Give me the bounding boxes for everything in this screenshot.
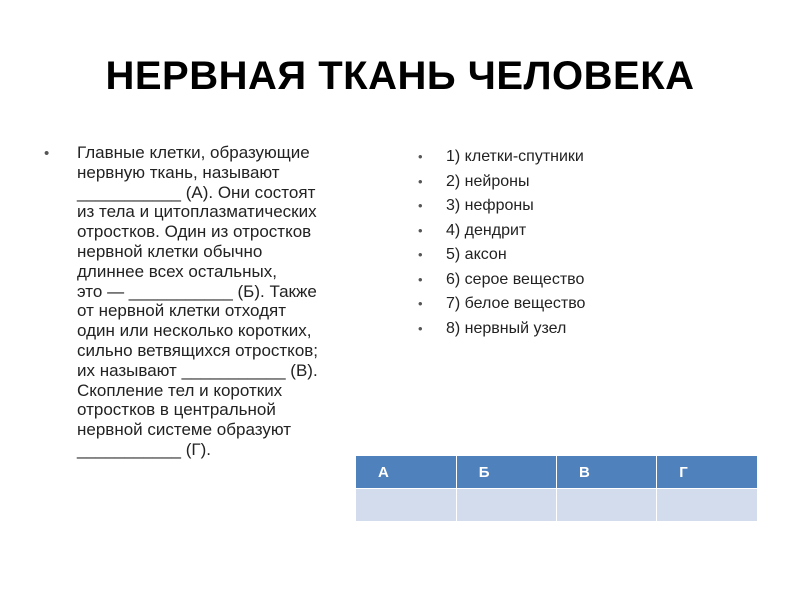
- answer-header-g: Г: [657, 456, 757, 489]
- option-item: [418, 243, 778, 268]
- option-item: [418, 145, 778, 170]
- answer-table-header-row: [356, 456, 757, 489]
- answer-table-row: [356, 489, 757, 522]
- bullet-marker: •: [418, 320, 423, 336]
- paragraph-line: сильно ветвящихся отростков;: [77, 340, 319, 360]
- option-item: [418, 317, 778, 342]
- bullet-marker: •: [44, 145, 50, 162]
- answer-header-v: В: [557, 456, 657, 489]
- bullet-marker: •: [418, 149, 423, 164]
- option-label: 3) нефроны: [446, 197, 534, 214]
- paragraph-line: Скопление тел и коротких: [77, 380, 283, 400]
- answer-table: [356, 456, 757, 521]
- option-item: [418, 292, 778, 317]
- option-label: 6) серое вещество: [446, 270, 585, 288]
- option-label: 1) клетки-спутники: [446, 148, 584, 165]
- paragraph-line: отростков. Один из отростков: [77, 222, 312, 242]
- option-item: [418, 170, 778, 195]
- paragraph-line: нервную ткань, называют: [77, 162, 280, 182]
- option-label: 4) дендрит: [446, 221, 527, 239]
- answer-cell-a[interactable]: [356, 489, 456, 522]
- paragraph-line: длиннее всех остальных,: [77, 261, 277, 281]
- bullet-marker: •: [418, 222, 423, 238]
- paragraph-line: нервной системе образуют: [77, 420, 291, 440]
- paragraph-line: ___________ (Г).: [77, 439, 211, 459]
- answer-cell-b[interactable]: [456, 489, 556, 522]
- paragraph-line: отростков в центральной: [77, 400, 276, 420]
- option-label: 2) нейроны: [446, 172, 530, 190]
- paragraph-line: один или несколько коротких,: [77, 321, 312, 341]
- answer-header-b: Б: [456, 456, 556, 489]
- paragraph-line: из тела и цитоплазматических: [77, 202, 317, 222]
- option-label: 7) белое вещество: [446, 295, 586, 312]
- bullet-marker: •: [418, 271, 423, 287]
- bullet-marker: •: [418, 198, 423, 213]
- option-item: [418, 219, 778, 244]
- task-paragraph: [77, 143, 394, 460]
- paragraph-line: от нервной клетки отходят: [77, 301, 287, 321]
- slide-title: НЕРВНАЯ ТКАНЬ ЧЕЛОВЕКА: [105, 54, 695, 98]
- paragraph-line: Главные клетки, образующие: [77, 143, 310, 162]
- option-label: 5) аксон: [446, 246, 507, 263]
- paragraph-line: нервной клетки обычно: [77, 241, 263, 261]
- option-label: 8) нервный узел: [446, 319, 567, 337]
- answer-cell-v[interactable]: [557, 489, 657, 522]
- paragraph-line: ___________ (А). Они состоят: [77, 182, 316, 202]
- paragraph-line: их называют ___________ (В).: [77, 360, 318, 380]
- paragraph-line: это — ___________ (Б). Также: [77, 281, 317, 301]
- answer-cell-g[interactable]: [657, 489, 757, 522]
- bullet-marker: •: [418, 173, 423, 189]
- bullet-marker: •: [418, 247, 423, 262]
- options-list: [418, 145, 778, 341]
- option-item: [418, 194, 778, 219]
- option-item: [418, 268, 778, 293]
- answer-header-a: А: [356, 456, 456, 489]
- bullet-marker: •: [418, 296, 423, 311]
- task-text-block: [44, 143, 394, 460]
